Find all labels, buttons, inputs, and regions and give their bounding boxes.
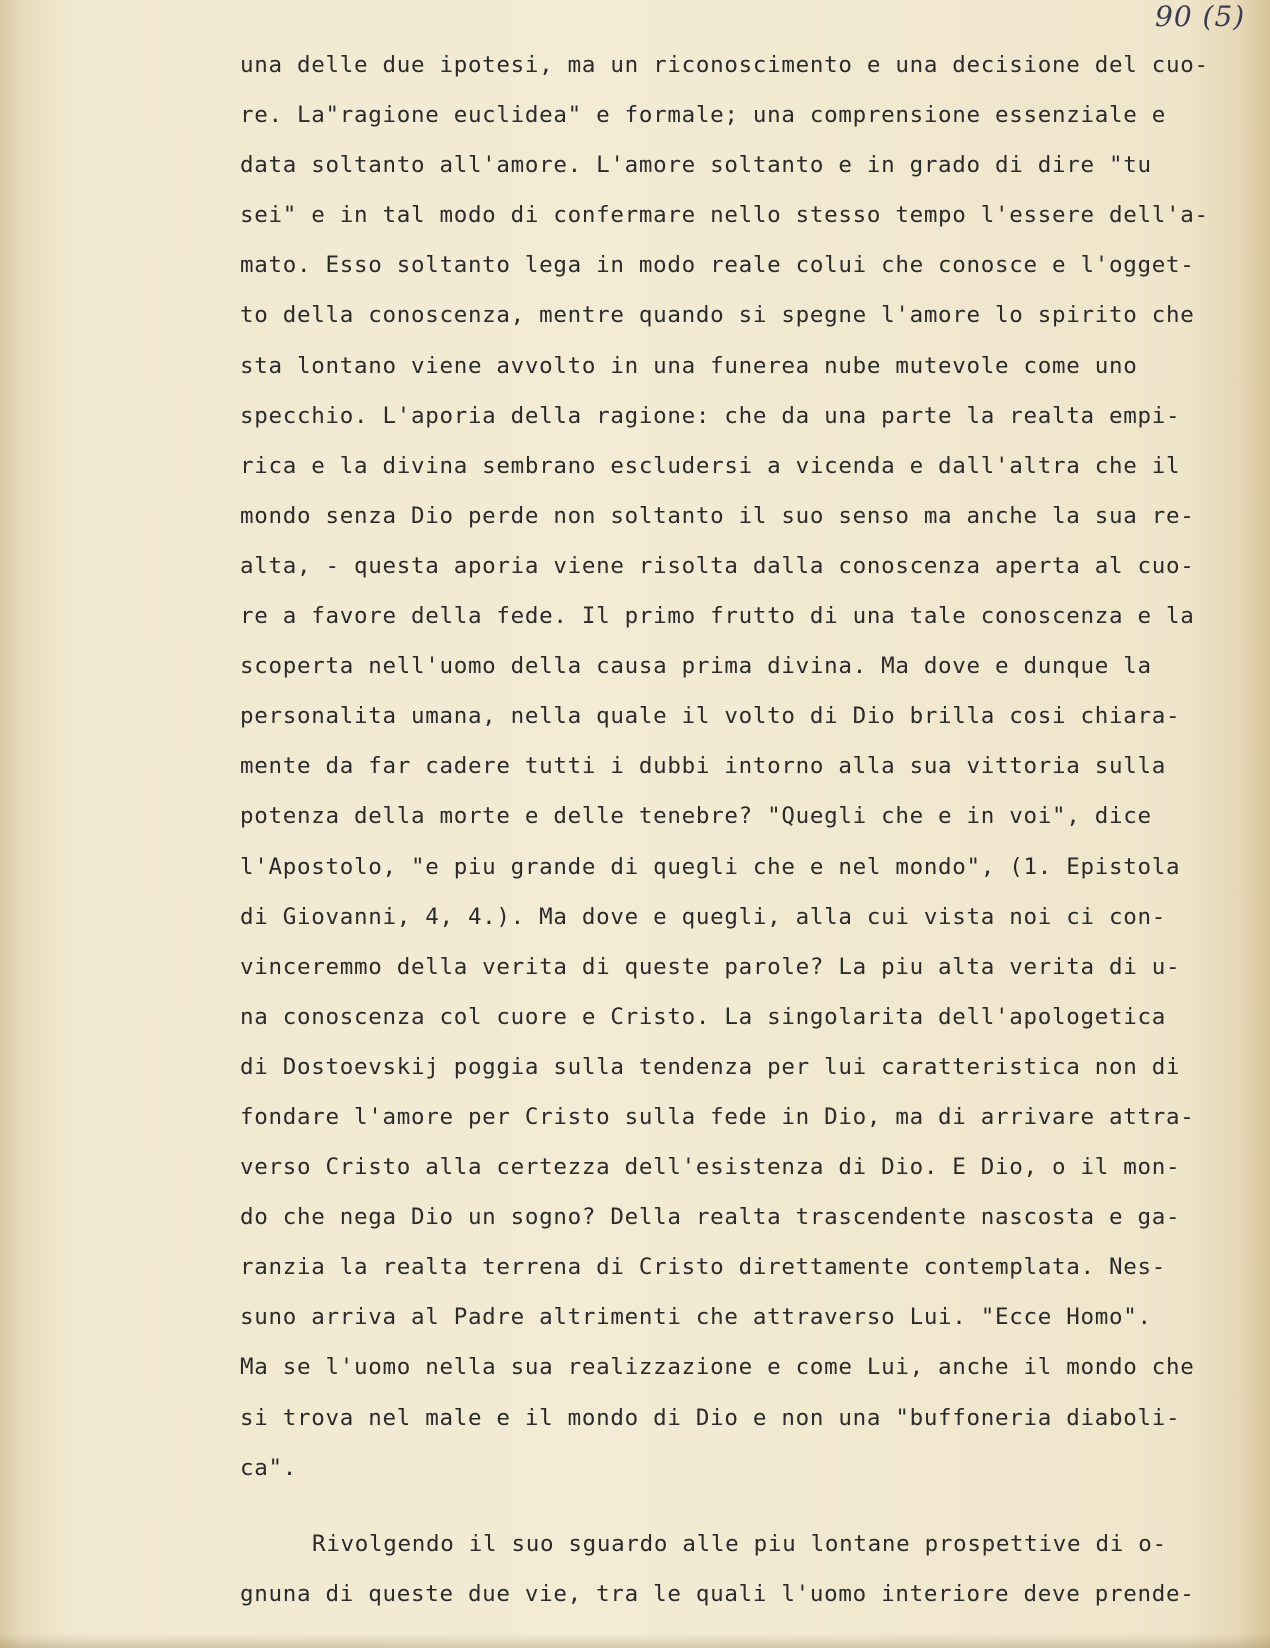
text-line: sei" e in tal modo di confermare nello stesso tempo l'essere dell'a- (240, 202, 1209, 229)
text-line: Rivolgendo il suo sguardo alle piu lontane prospettive di o- (312, 1530, 1167, 1557)
text-line: re a favore della fede. Il primo frutto di una tale conoscenza e la (240, 603, 1195, 630)
text-line: si trova nel male e il mondo di Dio e non una "buffoneria diaboli- (240, 1404, 1181, 1431)
text-line: fondare l'amore per Cristo sulla fede in Dio, ma di arrivare attra- (240, 1103, 1195, 1130)
text-line: potenza della morte e delle tenebre? "Quegli che e in voi", dice (240, 803, 1152, 830)
text-line: alta, - questa aporia viene risolta dalla conoscenza aperta al cuo- (240, 552, 1195, 579)
text-line: na conoscenza col cuore e Cristo. La singolarita dell'apologetica (240, 1003, 1166, 1030)
text-line: to della conoscenza, mentre quando si spegne l'amore lo spirito che (240, 302, 1195, 329)
text-line: l'Apostolo, "e piu grande di quegli che e nel mondo", (1. Epistola (240, 853, 1181, 880)
text-line: re. La"ragione euclidea" e formale; una comprensione essenziale e (240, 102, 1166, 129)
text-line: verso Cristo alla certezza dell'esistenza di Dio. E Dio, o il mon- (240, 1154, 1181, 1181)
text-line: mondo senza Dio perde non soltanto il suo senso ma anche la sua re- (240, 502, 1195, 529)
text-line: specchio. L'aporia della ragione: che da una parte la realta empi- (240, 402, 1181, 429)
text-line: scoperta nell'uomo della causa prima divina. Ma dove e dunque la (240, 653, 1152, 680)
paragraph (240, 40, 1250, 1493)
text-line: rica e la divina sembrano escludersi a vicenda e dall'altra che il (240, 452, 1181, 479)
text-line: personalita umana, nella quale il volto di Dio brilla cosi chiara- (240, 703, 1181, 730)
text-line: ranzia la realta terrena di Cristo direttamente contemplata. Nes- (240, 1254, 1166, 1281)
text-line: mente da far cadere tutti i dubbi intorno alla sua vittoria sulla (240, 753, 1166, 780)
page-edge-shadow (0, 1634, 1270, 1648)
page-number: 90 (5) (1155, 0, 1246, 33)
text-line: ca". (240, 1454, 297, 1481)
text-line: mato. Esso soltanto lega in modo reale colui che conosce e l'ogget- (240, 252, 1195, 279)
text-line: gnuna di queste due vie, tra le quali l'uomo interiore deve prende- (240, 1580, 1195, 1607)
body-text (240, 40, 1250, 1619)
text-line: do che nega Dio un sogno? Della realta trascendente nascosta e ga- (240, 1204, 1181, 1231)
paragraph-gap (240, 1493, 1250, 1519)
text-line: vinceremmo della verita di queste parole? La piu alta verita di u- (240, 953, 1181, 980)
text-line: di Dostoevskij poggia sulla tendenza per lui caratteristica non di (240, 1053, 1181, 1080)
text-line: sta lontano viene avvolto in una funerea nube mutevole come uno (240, 352, 1138, 379)
text-line: data soltanto all'amore. L'amore soltanto e in grado di dire "tu (240, 152, 1152, 179)
text-line: suno arriva al Padre altrimenti che attraverso Lui. "Ecce Homo". (240, 1304, 1152, 1331)
text-line: Ma se l'uomo nella sua realizzazione e come Lui, anche il mondo che (240, 1354, 1195, 1381)
text-line: una delle due ipotesi, ma un riconoscimento e una decisione del cuo- (240, 52, 1209, 78)
paragraph (240, 1519, 1250, 1619)
text-line: di Giovanni, 4, 4.). Ma dove e quegli, alla cui vista noi ci con- (240, 903, 1166, 930)
